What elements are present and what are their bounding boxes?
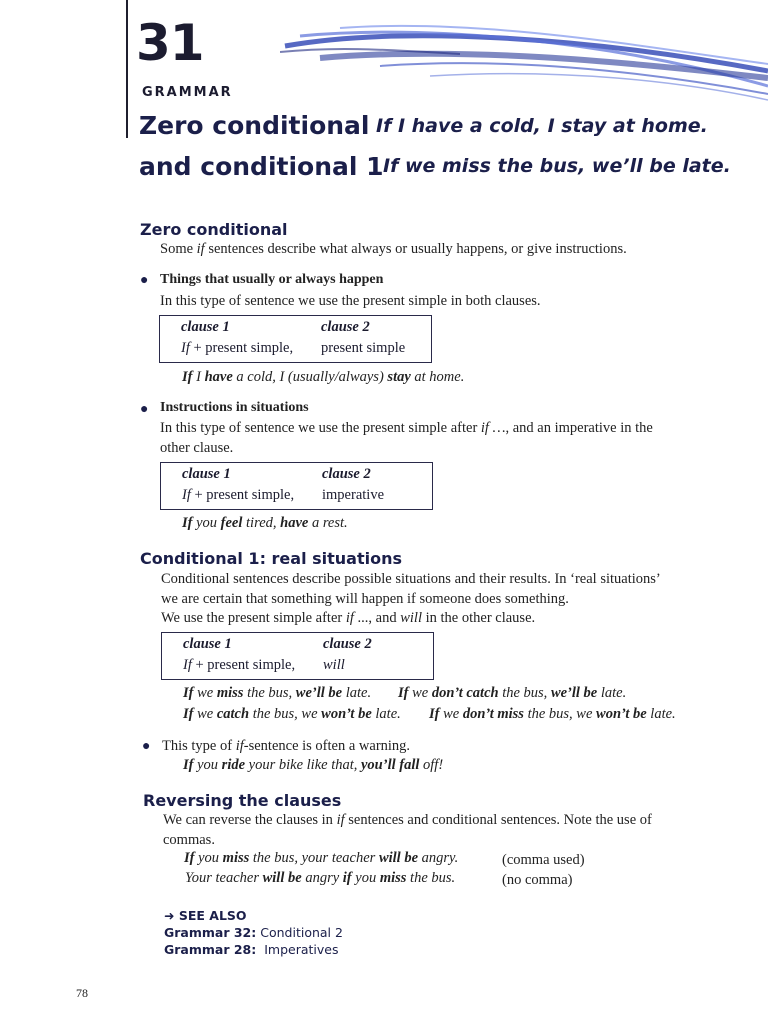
clause-1-header: clause 1 <box>181 319 230 335</box>
clause-1-value: If + present simple, <box>183 657 296 673</box>
title-example-1: If I have a cold, I stay at home. <box>376 115 708 137</box>
bullet-text-usual: In this type of sentence we use the present simple in both clauses. <box>160 293 541 309</box>
example-usual: If I have a cold, I (usually/always) stay at home. <box>182 369 465 385</box>
clause-2-value: present simple <box>321 340 406 356</box>
reversing-text-1: We can reverse the clauses in if sentences and conditional sentences. Note the use of <box>163 812 652 828</box>
clause-1-header: clause 1 <box>182 466 231 482</box>
page-number: 78 <box>76 986 88 1000</box>
clause-box-3 <box>161 632 434 680</box>
cond1-example-1a: If we miss the bus, we’ll be late. <box>183 685 372 701</box>
clause-1-header: clause 1 <box>183 636 232 652</box>
bullet-icon: ● <box>142 739 151 754</box>
reversing-heading: Reversing the clauses <box>143 791 342 810</box>
clause-2-value: imperative <box>322 487 385 503</box>
see-also-link-grammar-32[interactable]: Grammar 32: Conditional 2 <box>164 925 343 940</box>
clause-1-value: If + present simple, <box>181 340 294 356</box>
title-line-1: Zero conditional <box>139 111 370 140</box>
arrow-right-icon: ➜ <box>164 908 175 923</box>
cond1-text-1: Conditional sentences describe possible situations and their results. In ‘real situations’ <box>161 571 661 587</box>
warning-example: If you ride your bike like that, you’ll fall off! <box>183 757 444 773</box>
clause-2-header: clause 2 <box>323 636 372 652</box>
reversing-example-1: If you miss the bus, your teacher will be angry. <box>184 850 459 866</box>
see-also-heading: ➜ SEE ALSO <box>164 908 247 923</box>
clause-1-value: If + present simple, <box>182 487 295 503</box>
clause-2-header: clause 2 <box>321 319 370 335</box>
bullet-icon: ● <box>140 402 149 417</box>
cond1-text-2: we are certain that something will happen if someone does something. <box>161 591 569 607</box>
see-also-link-grammar-28[interactable]: Grammar 28: Imperatives <box>164 942 339 957</box>
clause-2-header: clause 2 <box>322 466 371 482</box>
clause-box-1 <box>159 315 432 363</box>
reversing-text-2: commas. <box>163 832 215 848</box>
decorative-swoosh <box>280 16 768 112</box>
bullet-heading-usual: Things that usually or always happen <box>160 272 384 287</box>
bullet-heading-instructions: Instructions in situations <box>160 400 309 415</box>
unit-category: GRAMMAR <box>142 85 233 100</box>
cond1-text-3: We use the present simple after if ..., and will in the other clause. <box>161 610 536 626</box>
reversing-note-1: (comma used) <box>502 852 585 868</box>
unit-number: 31 <box>136 14 204 72</box>
bullet-text-instructions-cont: other clause. <box>160 440 234 456</box>
clause-box-2 <box>160 462 433 510</box>
reversing-example-2: Your teacher will be angry if you miss the bus. <box>185 870 456 886</box>
conditional-1-heading: Conditional 1: real situations <box>140 549 403 568</box>
bullet-icon: ● <box>140 273 149 288</box>
example-instructions: If you feel tired, have a rest. <box>182 515 348 531</box>
unit-divider-line <box>126 0 128 138</box>
title-example-2: If we miss the bus, we’ll be late. <box>383 155 731 177</box>
cond1-example-2a: If we catch the bus, we won’t be late. <box>183 706 401 722</box>
reversing-note-2: (no comma) <box>502 872 573 888</box>
warning-bullet-text: This type of if-sentence is often a warning. <box>162 738 411 754</box>
title-line-2: and conditional 1 <box>139 152 384 181</box>
cond1-example-1b: If we don’t catch the bus, we’ll be late. <box>398 685 627 701</box>
bullet-text-instructions: In this type of sentence we use the present simple after if …, and an imperative in the <box>160 420 653 436</box>
clause-2-value: will <box>323 657 345 673</box>
cond1-example-2b: If we don’t miss the bus, we won’t be late. <box>429 706 676 722</box>
zero-conditional-heading: Zero conditional <box>140 220 288 239</box>
zero-intro: Some if sentences describe what always or usually happens, or give instructions. <box>160 241 627 257</box>
